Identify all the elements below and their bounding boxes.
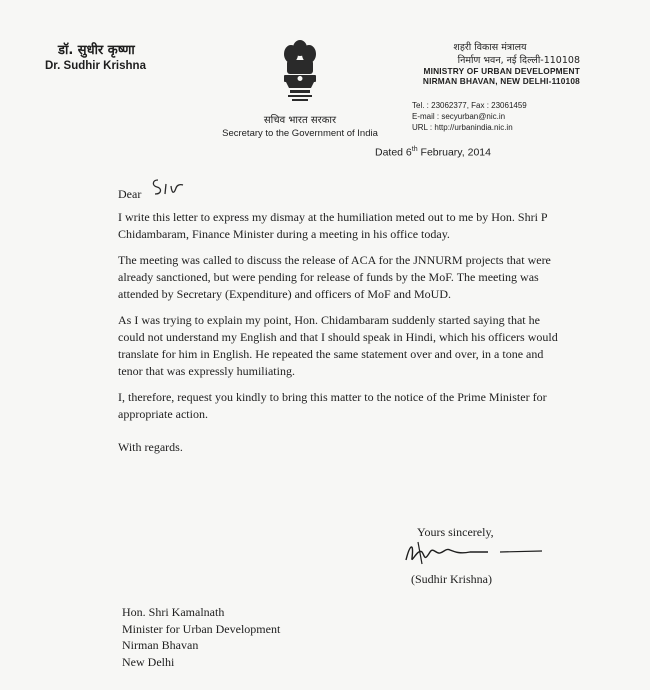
letter-date (375, 146, 491, 159)
recipient-line: Minister for Urban Development (122, 621, 281, 636)
date-prefix: Dated 6 (375, 146, 412, 159)
closing: Yours sincerely, (417, 525, 494, 539)
body-paragraph: As I was trying to explain my point, Hon. Chidambaram suddenly started saying that he could not understand my English and that I should speak in Hindi, which his officers would translate for him in English. He repeated the same statement over and over, in a tone and tenor that was expressly humiliating. (118, 313, 558, 378)
recipient-address (122, 604, 280, 670)
signature-icon (400, 538, 545, 568)
salutation: Dear (118, 187, 142, 201)
body-paragraph: I write this letter to express my dismay at the humiliation meted out to me by Hon. Shri P Chidambaram, Finance Minister during a meeting in his office today. (118, 210, 548, 241)
state-emblem-icon (278, 38, 322, 108)
ministry-url: URL : http://urbanindia.nic.in (412, 123, 513, 132)
ministry-email: E-mail : secyurban@nic.in (412, 112, 506, 121)
recipient-line: New Delhi (122, 654, 175, 669)
body-paragraph: I, therefore, request you kindly to bring this matter to the notice of the Prime Minister for appropriate action. (118, 390, 547, 421)
recipient-line: Hon. Shri Kamalnath (122, 605, 225, 619)
ministry-name-hindi: शहरी विकास मंत्रालय (453, 42, 527, 53)
sender-title-english: Secretary to the Government of India (222, 128, 378, 139)
handwritten-sir-icon (150, 172, 190, 200)
with-regards: With regards. (118, 440, 183, 454)
ministry-address-hindi: निर्माण भवन, नई दिल्ली-110108 (457, 55, 580, 66)
ministry-address-english: NIRMAN BHAVAN, NEW DELHI-110108 (422, 76, 580, 86)
ministry-tel: Tel. : 23062377, Fax : 23061459 (412, 101, 527, 110)
sender-name-english: Dr. Sudhir Krishna (45, 60, 146, 72)
signer-name: (Sudhir Krishna) (411, 572, 492, 586)
recipient-line: Nirman Bhavan (122, 638, 199, 652)
date-rest: February, 2014 (417, 146, 491, 159)
date-superscript: th (411, 146, 418, 153)
sender-name-hindi: डॉ. सुधीर कृष्णा (58, 43, 135, 58)
letter-body (118, 209, 558, 465)
ministry-block (390, 40, 580, 86)
body-paragraph: The meeting was called to discuss the release of ACA for the JNNURM projects that were already sanctioned, but were pending for release of funds by the MoF. The meeting was attended by Secretary (Expenditure) and officers of MoF and MoUD. (118, 253, 551, 301)
contact-block (412, 100, 527, 133)
sender-title-hindi: सचिव भारत सरकार (263, 115, 337, 126)
ministry-name-english: MINISTRY OF URBAN DEVELOPMENT (423, 66, 580, 76)
